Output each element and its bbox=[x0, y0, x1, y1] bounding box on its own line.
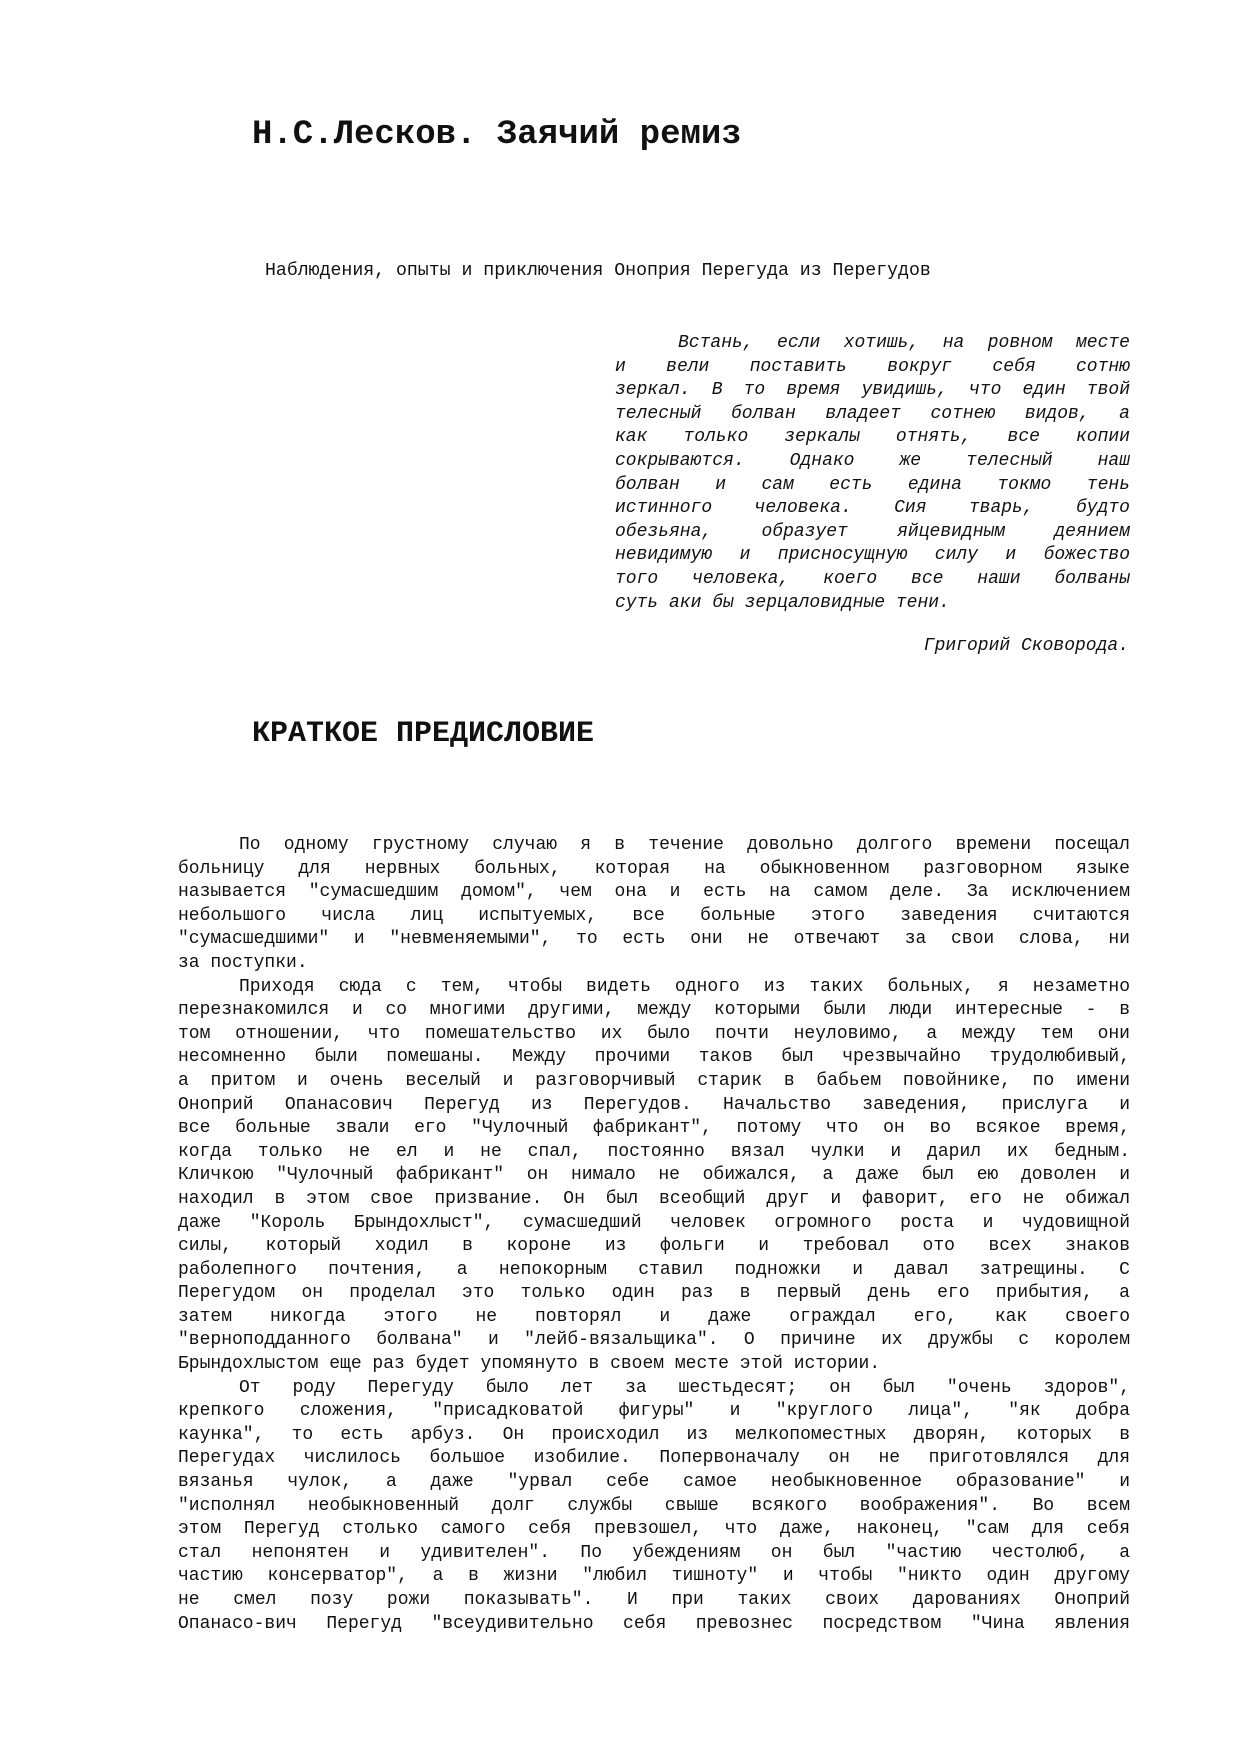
epigraph-line: как только зеркалы отнять, все копии bbox=[615, 427, 1130, 448]
text-line: этом Перегуд столько самого себя превзошел, что даже, наконец, "сам для себя bbox=[178, 1519, 1130, 1540]
document-title: Н.С.Лесков. Заячий ремиз bbox=[252, 116, 742, 154]
text-line: перезнакомился и со многими другими, между которыми были люди интересные - в bbox=[178, 1000, 1130, 1021]
text-line: даже "Король Брындохлыст", сумасшедший человек огромного роста и чудовищной bbox=[178, 1212, 1130, 1233]
text-line: От роду Перегуду было лет за шестьдесят; он был "очень здоров", bbox=[239, 1377, 1130, 1398]
epigraph-line: болван и сам есть едина токмо тень bbox=[615, 474, 1130, 495]
epigraph-line: телесный болван владеет сотнею видов, а bbox=[615, 403, 1130, 424]
text-line: больницу для нервных больных, которая на обыкновенном разговорном языке bbox=[178, 858, 1130, 879]
text-line: когда только не ел и не спал, постоянно вязал чулки и дарил их бедным. bbox=[178, 1141, 1130, 1162]
text-line: не смел позу рожи показывать". И при таких своих дарованиях Оноприй bbox=[178, 1590, 1130, 1610]
text-line: "исполнял необыкновенный долг службы свыше всякого воображения". Во всем bbox=[178, 1495, 1130, 1516]
text-line: Опанасо-вич Перегуд "всеудивительно себя превознес посредством "Чина явления bbox=[178, 1613, 1130, 1634]
epigraph-line: того человека, коего все наши болваны bbox=[615, 568, 1130, 589]
text-line: а притом и очень веселый и разговорчивый старик в бабьем повойнике, по имени bbox=[178, 1070, 1130, 1091]
epigraph-author: Григорий Сковорода. bbox=[923, 636, 1129, 656]
text-line: Брындохлыстом еще раз будет упомянуто в своем месте этой истории. bbox=[178, 1354, 881, 1375]
text-line: Перегудах числилось большое изобилие. Попервоначалу он не приготовлялся для bbox=[178, 1448, 1130, 1469]
epigraph-line: обезьяна, образует яйцевидным деянием bbox=[615, 521, 1130, 542]
text-line: вязанья чулок, а даже "урвал себе самое необыкновенное образование" и bbox=[178, 1472, 1130, 1493]
text-line: силы, который ходил в короне из фольги и требовал ото всех знаков bbox=[178, 1236, 1130, 1257]
text-line: стал непонятен и удивителен". По убеждениям он был "частию честолюб, а bbox=[178, 1542, 1130, 1563]
text-line: за поступки. bbox=[178, 952, 308, 973]
text-line: По одному грустному случаю я в течение довольно долгого времени посещал bbox=[239, 835, 1130, 855]
text-line: раболепного почтения, а непокорным ставил подножки и давал затрещины. С bbox=[178, 1259, 1130, 1280]
epigraph-line: и вели поставить вокруг себя сотню bbox=[615, 356, 1130, 377]
text-line: все больные звали его "Чулочный фабрикант", потому что он во всякое время, bbox=[178, 1118, 1130, 1139]
epigraph-line: невидимую и присносущную силу и божество bbox=[615, 545, 1130, 566]
text-line: небольшого числа лиц испытуемых, все больные этого заведения считаются bbox=[178, 905, 1130, 926]
epigraph bbox=[615, 332, 1130, 615]
text-line: Приходя сюда с тем, чтобы видеть одного из таких больных, я незаметно bbox=[239, 976, 1130, 997]
text-line: том отношении, что помешательство их было почти неуловимо, а между тем они bbox=[178, 1023, 1130, 1044]
text-line: затем никогда этого не повторял и даже ограждал его, как своего bbox=[178, 1306, 1130, 1327]
epigraph-line: истинного человека. Сия тварь, будто bbox=[615, 498, 1130, 519]
text-line: "сумасшедшими" и "невменяемыми", то есть они не отвечают за свои слова, ни bbox=[178, 929, 1130, 950]
text-line: каунка", то есть арбуз. Он происходил из мелкопоместных дворян, которых в bbox=[178, 1424, 1130, 1445]
section-heading: КРАТКОЕ ПРЕДИСЛОВИЕ bbox=[252, 717, 595, 751]
subtitle: Наблюдения, опыты и приключения Оноприя Перегуда из Перегудов bbox=[265, 261, 931, 281]
text-line: Перегудом он проделал это только один раз в первый день его прибытия, а bbox=[178, 1283, 1130, 1304]
epigraph-line: сокрываются. Однако же телесный наш bbox=[615, 450, 1130, 471]
text-line: несомненно были помешаны. Между прочими таков был чрезвычайно трудолюбивый, bbox=[178, 1047, 1130, 1068]
epigraph-line: суть аки бы зерцаловидные тени. bbox=[615, 592, 950, 613]
text-line: Оноприй Опанасович Перегуд из Перегудов. Начальство заведения, прислуга и bbox=[178, 1094, 1130, 1115]
epigraph-line: зеркал. В то время увидишь, что един твой bbox=[615, 380, 1130, 401]
epigraph-line: Встань, если хотишь, на ровном месте bbox=[678, 333, 1130, 353]
body-text bbox=[178, 834, 1130, 1636]
text-line: крепкого сложения, "присадковатой фигуры" и "круглого лица", "як добра bbox=[178, 1401, 1130, 1422]
text-line: называется "сумасшедшим домом", чем она и есть на самом деле. За исключением bbox=[178, 882, 1130, 903]
text-line: Кличкою "Чулочный фабрикант" он нимало не обижался, а даже был ею доволен и bbox=[178, 1165, 1130, 1186]
text-line: находил в этом свое призвание. Он был всеобщий друг и фаворит, его не обижал bbox=[178, 1188, 1130, 1209]
text-line: "верноподданного болвана" и "лейб-вязальщика". О причине их дружбы с королем bbox=[178, 1330, 1130, 1351]
text-line: частию консерватор", а в жизни "любил тишноту" и чтобы "никто один другому bbox=[178, 1566, 1130, 1587]
